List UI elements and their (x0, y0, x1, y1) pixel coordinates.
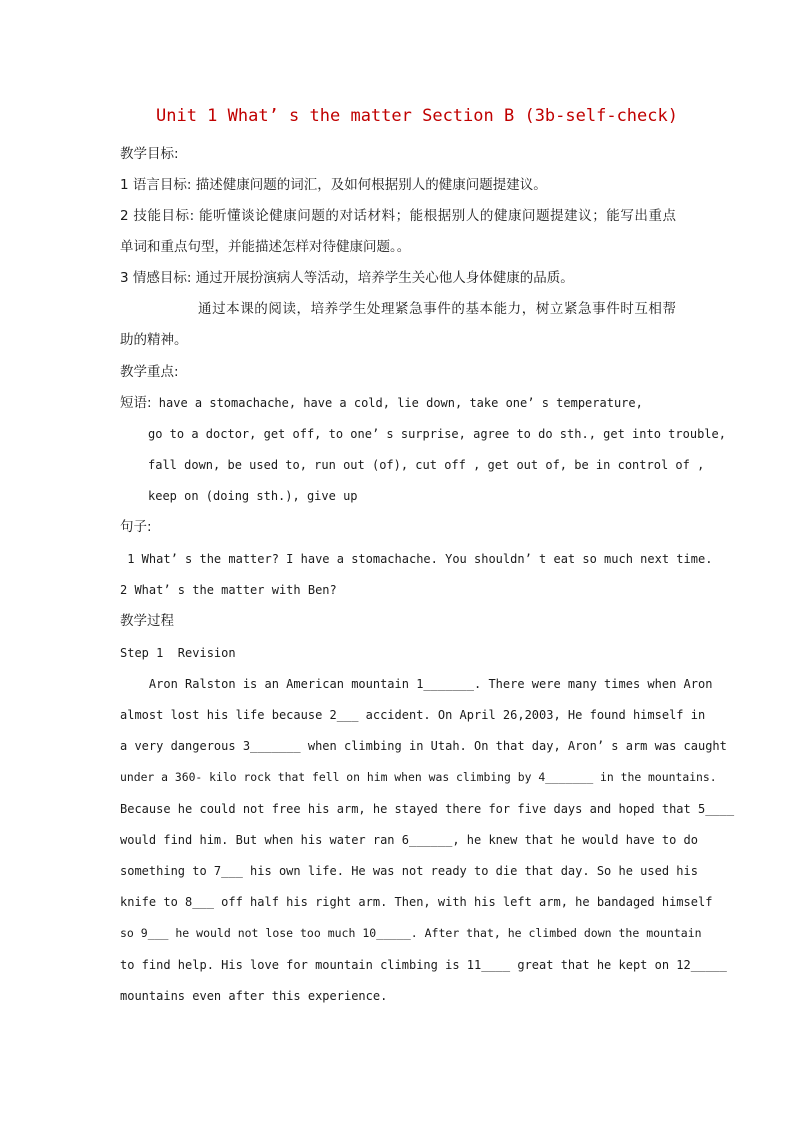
objective-emotion: 3 情感目标: 通过开展扮演病人等活动，培养学生关心他人身体健康的品质。 (120, 270, 574, 286)
passage-line: under a 360- kilo rock that fell on him when was climbing by 4_______ in the mountains. (120, 770, 717, 784)
passage-line: so 9___ he would not lose too much 10_____. After that, he climbed down the mountain (120, 926, 702, 940)
sentences-label: 句子: (120, 519, 152, 535)
passage-line: something to 7___ his own life. He was not ready to die that day. So he used his (120, 864, 698, 878)
phrases-label: 短语: (120, 395, 152, 411)
objective-emotion-line2: 通过本课的阅读，培养学生处理紧急事件的基本能力，树立紧急事件时互相帮 (198, 301, 676, 317)
phrases-line-2: go to a doctor, get off, to one’ s surprise, agree to do sth., get into trouble, (148, 427, 726, 441)
passage-line: knife to 8___ off half his right arm. Then, with his left arm, he bandaged himself (120, 895, 713, 909)
passage-line: Aron Ralston is an American mountain 1_______. There were many times when Aron (120, 677, 713, 691)
key-points-heading: 教学重点: (120, 364, 179, 380)
objective-skills-line1: 2 技能目标: 能听懂谈论健康问题的对话材料；能根据别人的健康问题提建议；能写出重点 (120, 208, 676, 224)
objectives-heading: 教学目标: (120, 146, 179, 162)
sentence-2: 2 What’ s the matter with Ben? (120, 583, 337, 597)
passage-line: to find help. His love for mountain climbing is 11____ great that he kept on 12_____ (120, 958, 727, 972)
passage-line: a very dangerous 3_______ when climbing in Utah. On that day, Aron’ s arm was caught (120, 739, 727, 753)
passage-line: almost lost his life because 2___ accident. On April 26,2003, He found himself in (120, 708, 706, 722)
passage-line: would find him. But when his water ran 6______, he knew that he would have to do (120, 833, 698, 847)
objective-skills-line2: 单词和重点句型，并能描述怎样对待健康问题。。 (120, 239, 411, 255)
sentence-1: 1 What’ s the matter? I have a stomachache. You shouldn’ t eat so much next time. (120, 552, 713, 566)
process-heading: 教学过程 (120, 613, 174, 629)
phrases-row-1 (120, 393, 643, 414)
phrases-line-4: keep on (doing sth.), give up (148, 489, 358, 503)
phrases-line-3: fall down, be used to, run out (of), cut off , get out of, be in control of , (148, 458, 705, 472)
phrases-line-1: have a stomachache, have a cold, lie down, take one’ s temperature, (151, 396, 643, 410)
passage-line: Because he could not free his arm, he stayed there for five days and hoped that 5____ (120, 802, 735, 816)
page-title: Unit 1 What’ s the matter Section B (3b-self-check) (156, 106, 678, 126)
passage-line: mountains even after this experience. (120, 989, 388, 1003)
objective-emotion-line3: 助的精神。 (120, 332, 188, 348)
step-1-heading: Step 1 Revision (120, 646, 236, 660)
objective-language: 1 语言目标: 描述健康问题的词汇，及如何根据别人的健康问题提建议。 (120, 177, 547, 193)
